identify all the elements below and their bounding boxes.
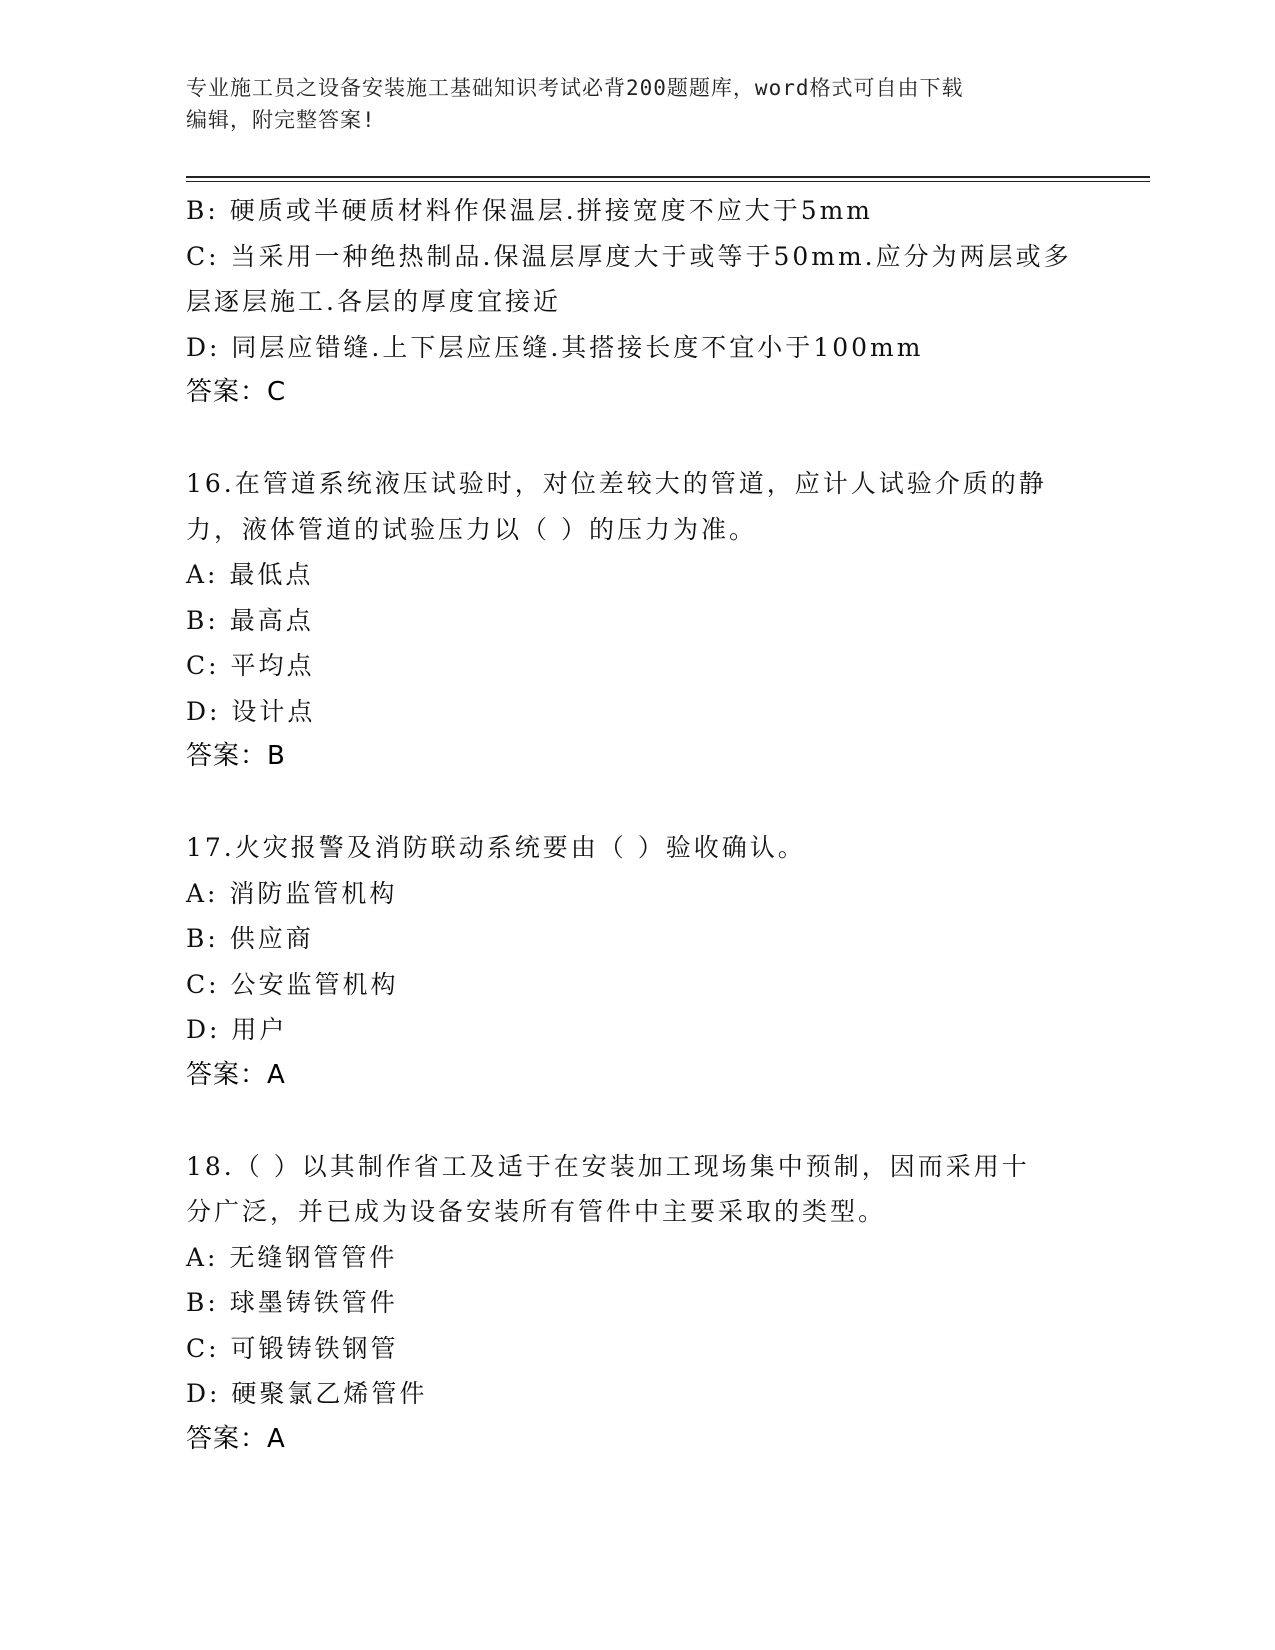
option-a: A: 最低点	[186, 560, 314, 589]
option-b: B: 硬质或半硬质材料作保温层.拼接宽度不应大于5mm	[186, 196, 874, 225]
option-c: C: 公安监管机构	[186, 969, 399, 999]
option-b: B: 最高点	[186, 605, 314, 635]
header-divider	[186, 176, 1150, 178]
option-c: C: 平均点	[186, 651, 315, 680]
question-stem-line-2: 力，液体管道的试验压力以（ ）的压力为准。	[186, 514, 757, 544]
option-a: A: 无缝钢管管件	[186, 1242, 398, 1272]
question-stem-line-1: 17.火灾报警及消防联动系统要由（ ）验收确认。	[186, 833, 806, 862]
question-stem-line-1: 16.在管道系统液压试验时，对位差较大的管道，应计人试验介质的静	[186, 469, 1047, 498]
option-c-line-2: 层逐层施工.各层的厚度宜接近	[186, 287, 561, 316]
spacer	[186, 780, 1086, 826]
answer: 答案：A	[186, 1059, 286, 1090]
option-c: C: 可锻铸铁钢管	[186, 1333, 399, 1363]
document-body	[186, 188, 1086, 1462]
question-stem-line-1: 18.（ ）以其制作省工及适于在安装加工现场集中预制，因而采用十	[186, 1151, 1030, 1181]
header-title-line-1: 专业施工员之设备安装施工基础知识考试必背200题题库，word格式可自由下载	[186, 76, 964, 100]
question-16	[186, 461, 1086, 780]
option-b: B: 球墨铸铁管件	[186, 1288, 398, 1317]
option-c-line-1: C: 当采用一种绝热制品.保温层厚度大于或等于50mm.应分为两层或多	[186, 241, 1072, 271]
question-17	[186, 825, 1086, 1098]
header-title-line-2: 编辑，附完整答案!	[186, 108, 376, 132]
answer: 答案：C	[186, 377, 287, 407]
question-stem-line-2: 分广泛，并已成为设备安装所有管件中主要采取的类型。	[186, 1197, 887, 1226]
answer: 答案：A	[186, 1423, 286, 1454]
option-d: D: 硬聚氯乙烯管件	[186, 1379, 428, 1408]
spacer	[186, 1098, 1086, 1144]
answer: 答案：B	[186, 741, 286, 771]
page-header	[186, 72, 1086, 136]
question-15-continued	[186, 188, 1086, 416]
question-18	[186, 1144, 1086, 1463]
option-a: A: 消防监管机构	[186, 878, 398, 908]
option-b: B: 供应商	[186, 924, 314, 953]
option-d: D: 设计点	[186, 696, 316, 726]
spacer	[186, 416, 1086, 462]
option-d: D: 用户	[186, 1015, 288, 1044]
option-d: D: 同层应错缝.上下层应压缝.其搭接长度不宜小于100mm	[186, 332, 924, 362]
